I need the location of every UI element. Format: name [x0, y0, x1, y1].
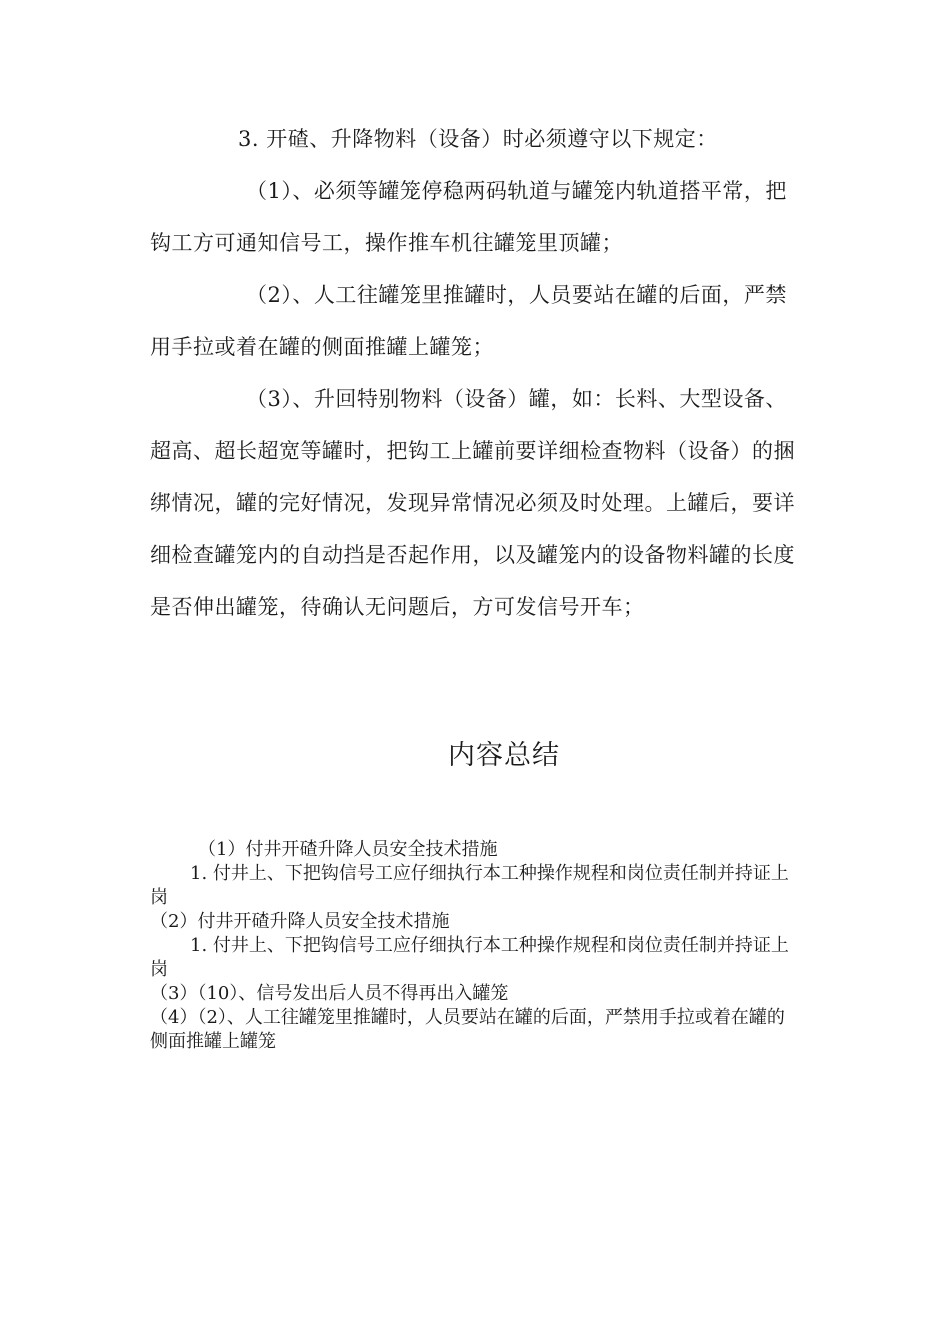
summary-item: 1. 付井上、下把钩信号工应仔细执行本工种操作规程和岗位责任制并持证上岗 [150, 935, 789, 980]
paragraph-item-2: （2）、人工往罐笼里推罐时，人员要站在罐的后面，严禁用手拉或着在罐的侧面推罐上罐笼； [150, 283, 787, 359]
paragraph-rule-3: 3. 开碴、升降物料（设备）时必须遵守以下规定： [238, 127, 718, 151]
summary-item: 1. 付井上、下把钩信号工应仔细执行本工种操作规程和岗位责任制并持证上岗 [150, 863, 789, 908]
summary-heading: 内容总结 [448, 740, 560, 771]
summary-item: （1）付井开碴升降人员安全技术措施 [198, 839, 498, 860]
summary-item: （3）（10）、信号发出后人员不得再出入罐笼 [150, 983, 509, 1004]
summary-item: （2）付井开碴升降人员安全技术措施 [150, 911, 450, 932]
paragraph-item-3: （3）、升回特别物料（设备）罐，如：长料、大型设备、超高、超长超宽等罐时，把钩工上罐前要详细检查物料（设备）的捆绑情况，罐的完好情况，发现异常情况必须及时处理。上罐后，要详细检查罐笼内的自动挡是否起作用，以及罐笼内的设备物料罐的长度是否伸出罐笼，待确认无问题后，方可发信号开车； [150, 387, 795, 619]
summary-list [150, 838, 802, 1054]
paragraph-item-1: （1）、必须等罐笼停稳两码轨道与罐笼内轨道搭平常，把钩工方可通知信号工，操作推车机往罐笼里顶罐； [150, 179, 787, 255]
summary-item: （4）（2）、人工往罐笼里推罐时，人员要站在罐的后面，严禁用手拉或着在罐的侧面推罐上罐笼 [150, 1007, 785, 1052]
main-text [150, 113, 802, 633]
